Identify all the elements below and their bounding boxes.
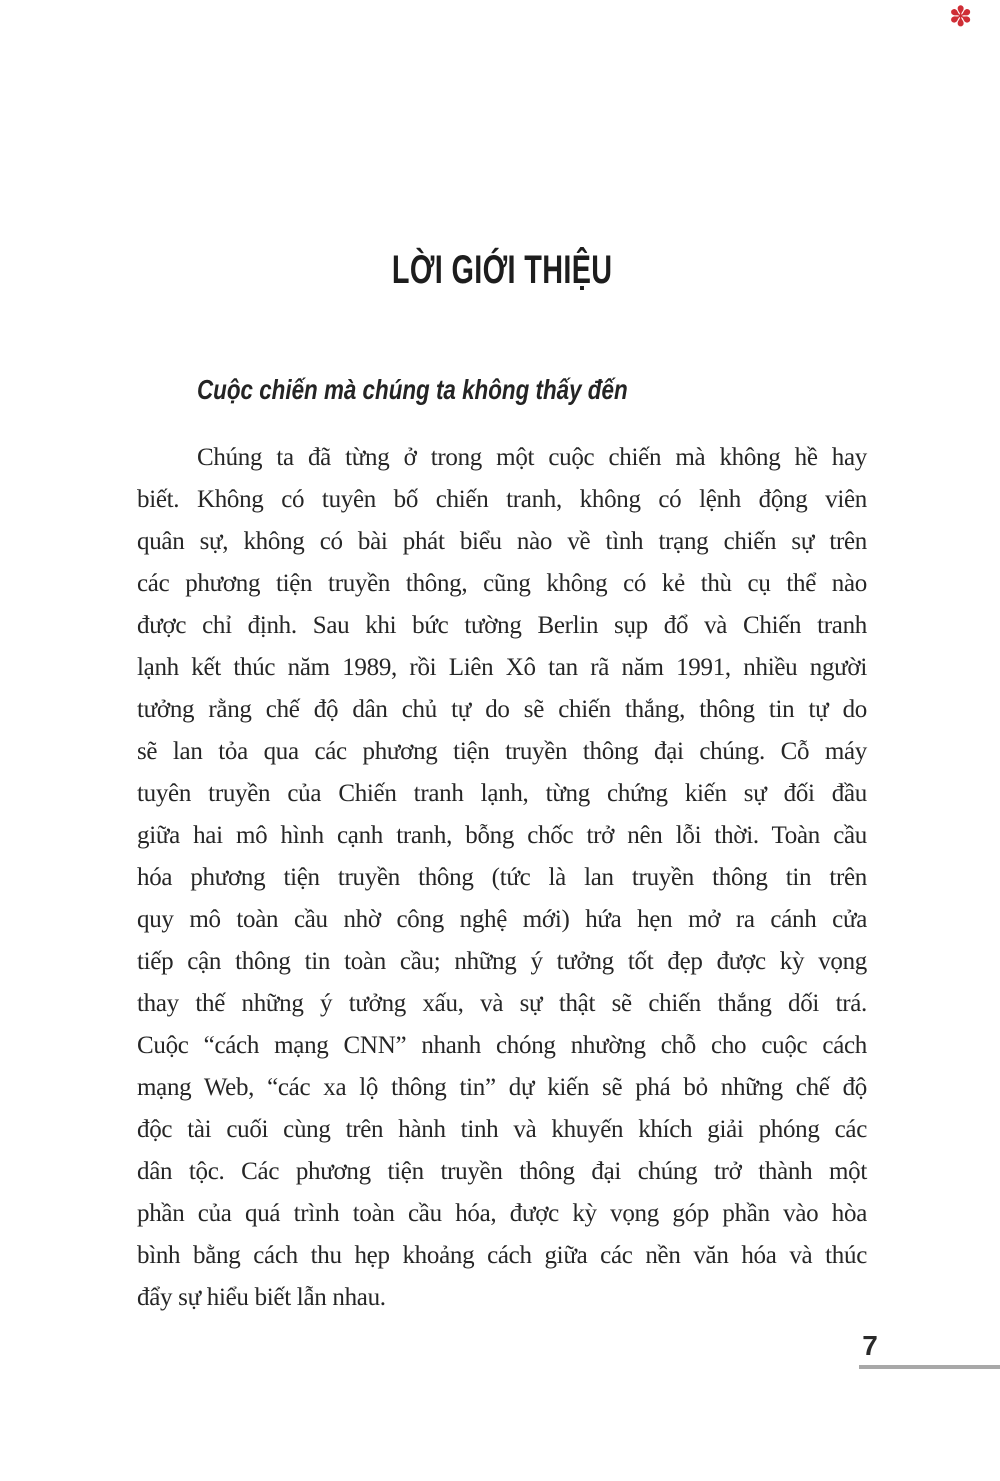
body-text-line: tưởng rằng chế độ dân chủ tự do sẽ chiến thắng, thông tin tự do	[137, 696, 867, 723]
footer-rule	[859, 1365, 1000, 1369]
body-paragraph	[137, 437, 867, 1319]
body-text-line: được chỉ định. Sau khi bức tường Berlin sụp đổ và Chiến tranh	[137, 612, 867, 639]
page-number: 7	[862, 1330, 878, 1361]
body-text-line: phần của quá trình toàn cầu hóa, được kỳ vọng góp phần vào hòa	[137, 1200, 867, 1227]
body-text-line: dân tộc. Các phương tiện truyền thông đại chúng trở thành một	[137, 1158, 867, 1185]
body-text-line: tuyên truyền của Chiến tranh lạnh, từng chứng kiến sự đối đầu	[137, 780, 867, 807]
section-subtitle	[197, 374, 735, 406]
body-text-line: giữa hai mô hình cạnh tranh, bỗng chốc trở nên lỗi thời. Toàn cầu	[137, 822, 867, 849]
body-text-line: thay thế những ý tưởng xấu, và sự thật sẽ chiến thắng dối trá.	[137, 990, 867, 1017]
body-text-line: Chúng ta đã từng ở trong một cuộc chiến mà không hề hay	[197, 444, 867, 471]
page-title	[137, 248, 867, 293]
body-text-line: lạnh kết thúc năm 1989, rồi Liên Xô tan rã năm 1991, nhiều người	[137, 654, 867, 681]
body-text-line: bình bằng cách thu hẹp khoảng cách giữa các nền văn hóa và thúc	[137, 1242, 867, 1269]
body-text-line: tiếp cận thông tin toàn cầu; những ý tưởng tốt đẹp được kỳ vọng	[137, 948, 867, 975]
body-text-line: độc tài cuối cùng trên hành tinh và khuyến khích giải phóng các	[137, 1116, 867, 1143]
body-text-line: biết. Không có tuyên bố chiến tranh, không có lệnh động viên	[137, 486, 867, 513]
body-text-line: Cuộc “cách mạng CNN” nhanh chóng nhường chỗ cho cuộc cách	[137, 1032, 867, 1059]
page-title-text: LỜI GIỚI THIỆU	[391, 248, 613, 292]
body-text-line: các phương tiện truyền thông, cũng không có kẻ thù cụ thể nào	[137, 570, 867, 597]
body-text-line: sẽ lan tỏa qua các phương tiện truyền thông đại chúng. Cỗ máy	[137, 738, 867, 765]
body-text-line: hóa phương tiện truyền thông (tức là lan truyền thông tin trên	[137, 864, 867, 891]
body-text-line: mạng Web, “các xa lộ thông tin” dự kiến sẽ phá bỏ những chế độ	[137, 1074, 867, 1101]
florette-icon: ✽	[949, 0, 973, 33]
body-text-line: quy mô toàn cầu nhờ công nghệ mới) hứa hẹn mở ra cánh cửa	[137, 906, 867, 933]
body-text-line: quân sự, không có bài phát biểu nào về tình trạng chiến sự trên	[137, 528, 867, 555]
section-subtitle-text: Cuộc chiến mà chúng ta không thấy đến	[197, 374, 628, 405]
body-text-line: đẩy sự hiểu biết lẫn nhau.	[137, 1284, 386, 1311]
